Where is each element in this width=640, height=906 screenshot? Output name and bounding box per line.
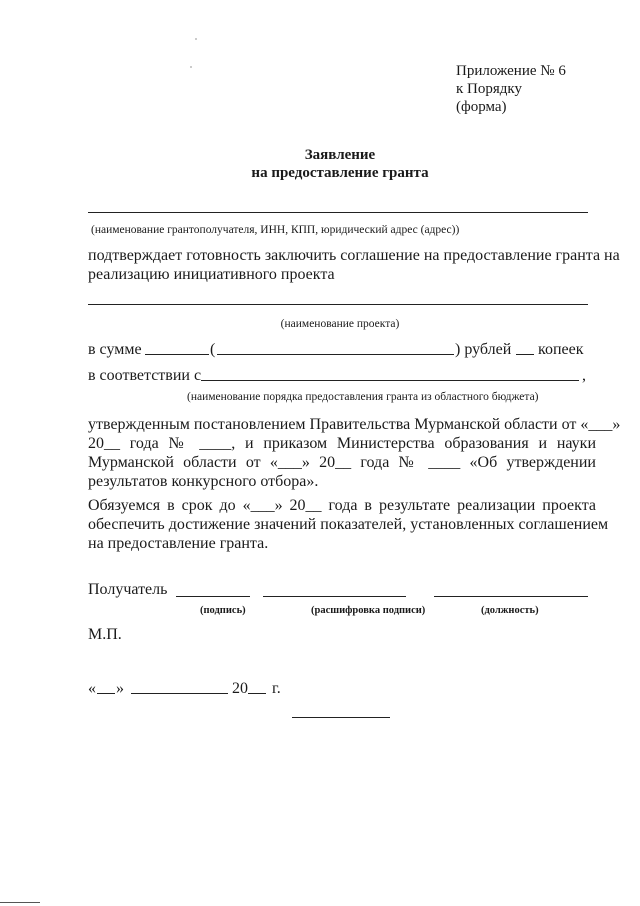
sum-rubles: ) рублей <box>455 341 512 358</box>
recipient-label: Получатель <box>88 581 168 598</box>
procedure-field-line[interactable] <box>201 380 579 381</box>
annex-form-note: (форма) <box>456 99 507 115</box>
date-year-suffix: г. <box>272 680 281 697</box>
procedure-caption: (наименование порядка предоставления гранта из областного бюджета) <box>187 391 539 403</box>
sum-paren-open: ( <box>210 341 216 358</box>
accordance-prefix: в соответствии с <box>88 367 202 384</box>
grantee-caption: (наименование грантополучателя, ИНН, КПП, юридический адрес (адрес)) <box>91 224 460 236</box>
commit-line-1: Обязуемся в срок до «___» 20__ года в результате реализации проекта <box>88 497 596 514</box>
accordance-suffix: , <box>582 367 586 384</box>
confirm-line-1: подтверждает готовность заключить соглашение на предоставление гранта на <box>88 247 620 264</box>
date-quote-close: » <box>116 680 124 697</box>
date-day-field[interactable] <box>97 693 115 694</box>
sum-prefix: в сумме <box>88 341 142 358</box>
position-field[interactable] <box>434 596 588 597</box>
grantee-field-line[interactable] <box>88 212 588 213</box>
annex-reference: к Порядку <box>456 81 522 97</box>
position-caption: (должность) <box>481 605 539 616</box>
signature-caption: (подпись) <box>200 605 246 616</box>
title-line-1: Заявление <box>304 147 376 163</box>
sum-digits-field[interactable] <box>145 354 209 355</box>
signature-field[interactable] <box>176 596 250 597</box>
approved-line-1: утвержденным постановлением Правительства Мурманской области от «___» <box>88 416 621 433</box>
title-line-2: на предоставление гранта <box>251 165 429 181</box>
commit-line-3: на предоставление гранта. <box>88 535 269 552</box>
date-quote-open: « <box>88 680 96 697</box>
date-year-field[interactable] <box>248 693 266 694</box>
sum-kopecks: копеек <box>538 341 584 358</box>
page-edge-mark <box>0 902 40 903</box>
kopecks-field[interactable] <box>516 354 534 355</box>
decoding-caption: (расшифровка подписи) <box>311 605 426 616</box>
approved-line-3: Мурманской области от «___» 20__ года № ____ «Об утверждении <box>88 454 596 471</box>
date-year-prefix: 20 <box>232 680 248 697</box>
approved-line-4: результатов конкурсного отбора». <box>88 473 319 490</box>
approved-line-2: 20__ года № ____, и приказом Министерства образования и науки <box>88 435 596 452</box>
seal-label: М.П. <box>88 626 122 643</box>
commit-line-2: обеспечить достижение значений показателей, установленных соглашением <box>88 516 609 533</box>
project-caption: (наименование проекта) <box>280 318 400 330</box>
annex-number: Приложение № 6 <box>456 63 566 79</box>
scan-speck <box>190 66 192 68</box>
signature-decoding-field[interactable] <box>263 596 406 597</box>
closing-rule <box>292 717 390 718</box>
confirm-line-2: реализацию инициативного проекта <box>88 266 335 283</box>
document-title <box>0 146 640 182</box>
sum-words-field[interactable] <box>217 354 454 355</box>
annex-header <box>456 62 566 116</box>
date-month-field[interactable] <box>131 693 228 694</box>
project-field-line[interactable] <box>88 304 588 305</box>
scan-speck <box>195 38 197 40</box>
